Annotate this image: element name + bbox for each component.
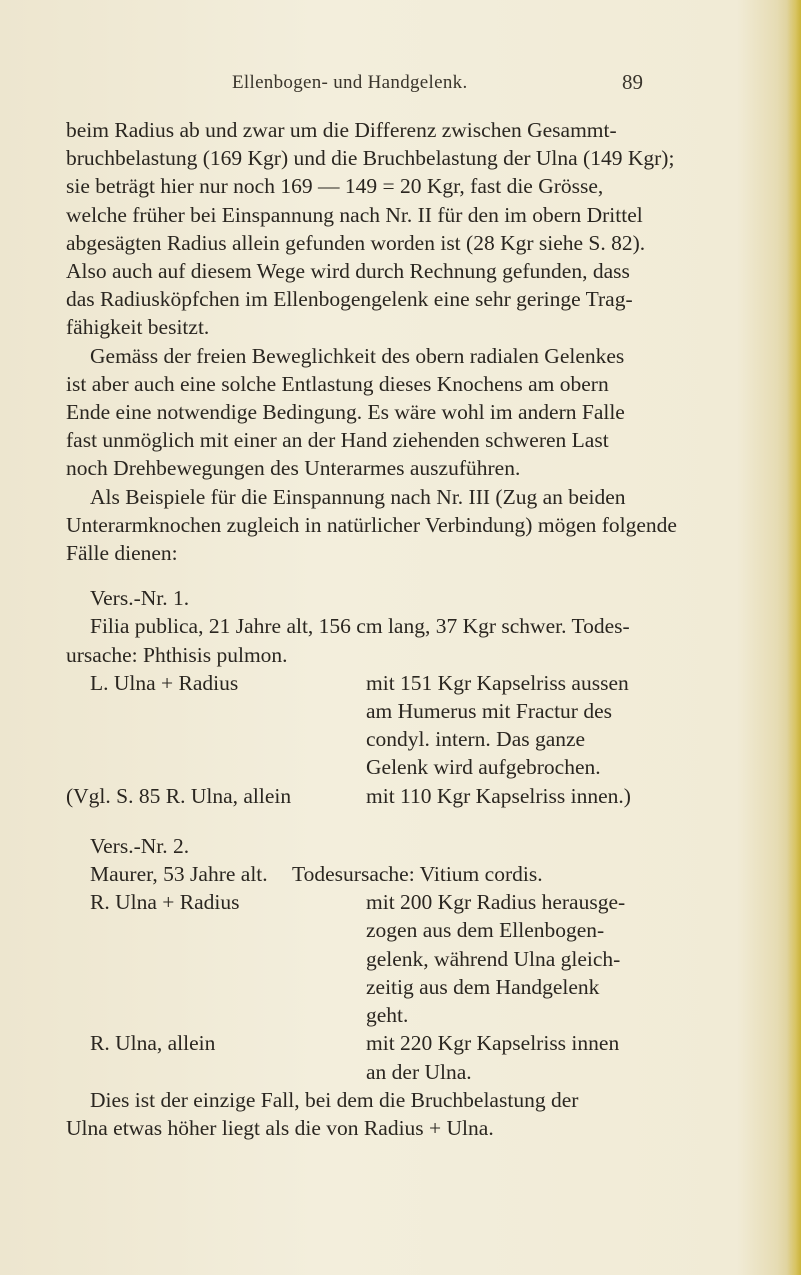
row-right — [366, 888, 738, 1029]
result-line: am Humerus mit Fractur des — [366, 699, 613, 724]
body-text — [66, 116, 738, 1142]
case-1-row — [66, 782, 738, 810]
result-line: mit 220 Kgr Kapselriss innen — [366, 1031, 620, 1056]
row-left — [66, 1029, 366, 1085]
text-line: Ende eine notwendige Bedingung. Es wäre wohl im andern Falle — [66, 400, 625, 425]
result-line: gelenk, während Ulna gleich- — [366, 946, 621, 971]
row-right — [366, 669, 738, 782]
subject-info: Maurer, 53 Jahre alt. — [90, 862, 268, 887]
row-left — [66, 782, 366, 810]
text-line: Also auch auf diesem Wege wird durch Rechnung gefunden, dass — [66, 259, 630, 284]
cause-of-death: Todesursache: Vitium cordis. — [292, 862, 543, 887]
running-head: Ellenbogen- und Handgelenk. — [232, 72, 468, 93]
specimen-label: R. Ulna, allein — [90, 1031, 216, 1056]
case-2-row — [66, 1029, 738, 1085]
result-line: zogen aus dem Ellenbogen- — [366, 918, 605, 943]
result-line: condyl. intern. Das ganze — [366, 727, 586, 752]
text-line: Unterarmknochen zugleich in natürlicher Verbindung) mögen folgende — [66, 512, 677, 537]
case-1-heading: Vers.-Nr. 1. — [90, 586, 190, 611]
text-line: noch Drehbewegungen des Unterarmes auszuführen. — [66, 456, 521, 481]
text-line: Fälle dienen: — [66, 541, 178, 566]
result-line: geht. — [366, 1003, 409, 1028]
text-line: Gemäss der freien Beweglichkeit des obern radialen Gelenkes — [90, 343, 625, 368]
spacer — [66, 810, 738, 832]
specimen-label: (Vgl. S. 85 R. Ulna, allein — [66, 783, 292, 808]
paragraph-1 — [66, 116, 738, 342]
specimen-label: R. Ulna + Radius — [90, 890, 240, 915]
result-line: mit 151 Kgr Kapselriss aussen — [366, 670, 629, 695]
result-line: mit 200 Kgr Radius herausge- — [366, 890, 626, 915]
text-line: ist aber auch eine solche Entlastung dieses Knochens am obern — [66, 371, 609, 396]
row-right — [292, 860, 738, 888]
text-line: beim Radius ab und zwar um die Differenz zwischen Gesammt- — [66, 118, 617, 142]
text-line: welche früher bei Einspannung nach Nr. II für den im obern Drittel — [66, 202, 643, 227]
row-left — [66, 669, 366, 782]
text-line: bruchbelastung (169 Kgr) und die Bruchbelastung der Ulna (149 Kgr); — [66, 146, 675, 171]
case-2 — [66, 832, 738, 1086]
text-line: Ulna etwas höher liegt als die von Radius + Ulna. — [66, 1115, 494, 1140]
text-line: Als Beispiele für die Einspannung nach Nr. III (Zug an beiden — [90, 484, 626, 509]
result-line: zeitig aus dem Handgelenk — [366, 974, 600, 999]
case-1-description: Filia publica, 21 Jahre alt, 156 cm lang, 37 Kgr schwer. Todes- — [90, 614, 630, 639]
case-2-row — [66, 888, 738, 1029]
row-right — [366, 1029, 738, 1085]
spacer — [66, 567, 738, 584]
result-line: mit 110 Kgr Kapselriss innen.) — [366, 783, 631, 808]
case-1 — [66, 584, 738, 810]
page-edge — [787, 0, 801, 1275]
result-line: an der Ulna. — [366, 1059, 472, 1084]
row-left — [66, 888, 366, 1029]
case-2-subject — [66, 860, 738, 888]
result-line: Gelenk wird aufgebrochen. — [366, 755, 601, 780]
text-line: fast unmöglich mit einer an der Hand ziehenden schweren Last — [66, 428, 609, 453]
closing-paragraph — [66, 1086, 738, 1142]
specimen-label: L. Ulna + Radius — [90, 670, 239, 695]
case-2-heading: Vers.-Nr. 2. — [90, 833, 190, 858]
text-line: das Radiusköpfchen im Ellenbogengelenk eine sehr geringe Trag- — [66, 287, 633, 312]
page-number: 89 — [622, 70, 643, 94]
paragraph-3 — [66, 483, 738, 568]
row-left — [66, 860, 292, 888]
text-line: sie beträgt hier nur noch 169 — 149 = 20 Kgr, fast die Grösse, — [66, 174, 604, 199]
page-header — [0, 70, 801, 100]
row-right — [366, 782, 738, 810]
case-1-description: ursache: Phthisis pulmon. — [66, 642, 288, 667]
paragraph-2 — [66, 342, 738, 483]
text-line: Dies ist der einzige Fall, bei dem die Bruchbelastung der — [90, 1087, 579, 1112]
case-1-row — [66, 669, 738, 782]
text-line: abgesägten Radius allein gefunden worden ist (28 Kgr siehe S. 82). — [66, 230, 646, 255]
text-line: fähigkeit besitzt. — [66, 315, 210, 340]
